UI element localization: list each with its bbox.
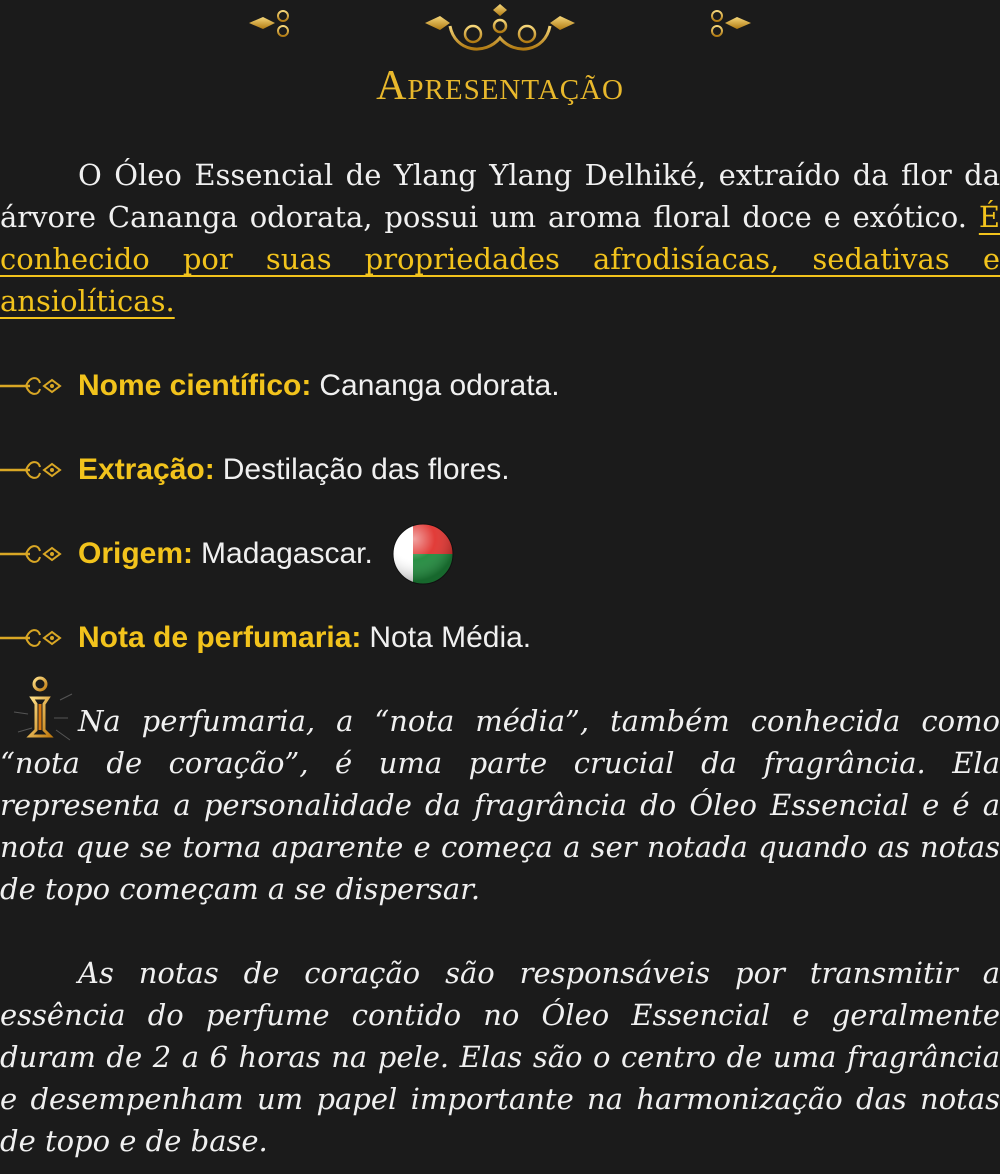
note-paragraph-2: As notas de coração são responsáveis por transmitir a essência do perfume contido no Óleo Essencial e geralmente duram de 2 a 6 horas na pele. Elas são o centro de uma fragrância e desempenham um papel importante na harmonização das notas de topo e de base.	[0, 956, 1000, 1158]
item-label: Origem:	[78, 537, 194, 570]
note-paragraph: Na perfumaria, a “nota média”, também conhecida como “nota de coração”, é uma parte crucial da fragrância. Ela representa a personalidade da fragrância do Óleo Essencial e é a nota que se torna aparente e começa a ser notada quando as notas de topo começam a se dispersar.	[0, 704, 1000, 906]
page-title: Apresentação	[376, 63, 624, 109]
intro-paragraph	[0, 154, 1000, 322]
intro-highlight-link[interactable]: É conhecido por suas propriedades afrodisíacas, sedativas e ansiolíticas.	[0, 200, 1000, 318]
item-value: Cananga odorata.	[319, 369, 560, 402]
ornamental-bullet-icon	[0, 539, 66, 569]
ornamental-bullet-icon	[0, 623, 66, 653]
list-item-perfumery-note	[0, 618, 531, 658]
item-value: Nota Média.	[369, 621, 532, 654]
item-label: Nome científico:	[78, 369, 312, 402]
item-value: Destilação das flores.	[222, 453, 510, 486]
list-item-extraction	[0, 450, 510, 490]
intro-text: O Óleo Essencial de Ylang Ylang Delhiké, extraído da flor da árvore Cananga odorata, possui um aroma floral doce e exótico.	[0, 158, 1000, 234]
ornamental-bullet-icon	[0, 371, 66, 401]
item-label: Extração:	[78, 453, 215, 486]
item-label: Nota de perfumaria:	[78, 621, 362, 654]
list-item-scientific-name	[0, 366, 560, 406]
ornamental-bullet-icon	[0, 455, 66, 485]
item-value: Madagascar.	[201, 537, 373, 570]
list-item-origin	[0, 534, 455, 574]
madagascar-flag-icon	[391, 522, 455, 586]
ornament-divider-icon	[245, 4, 755, 56]
